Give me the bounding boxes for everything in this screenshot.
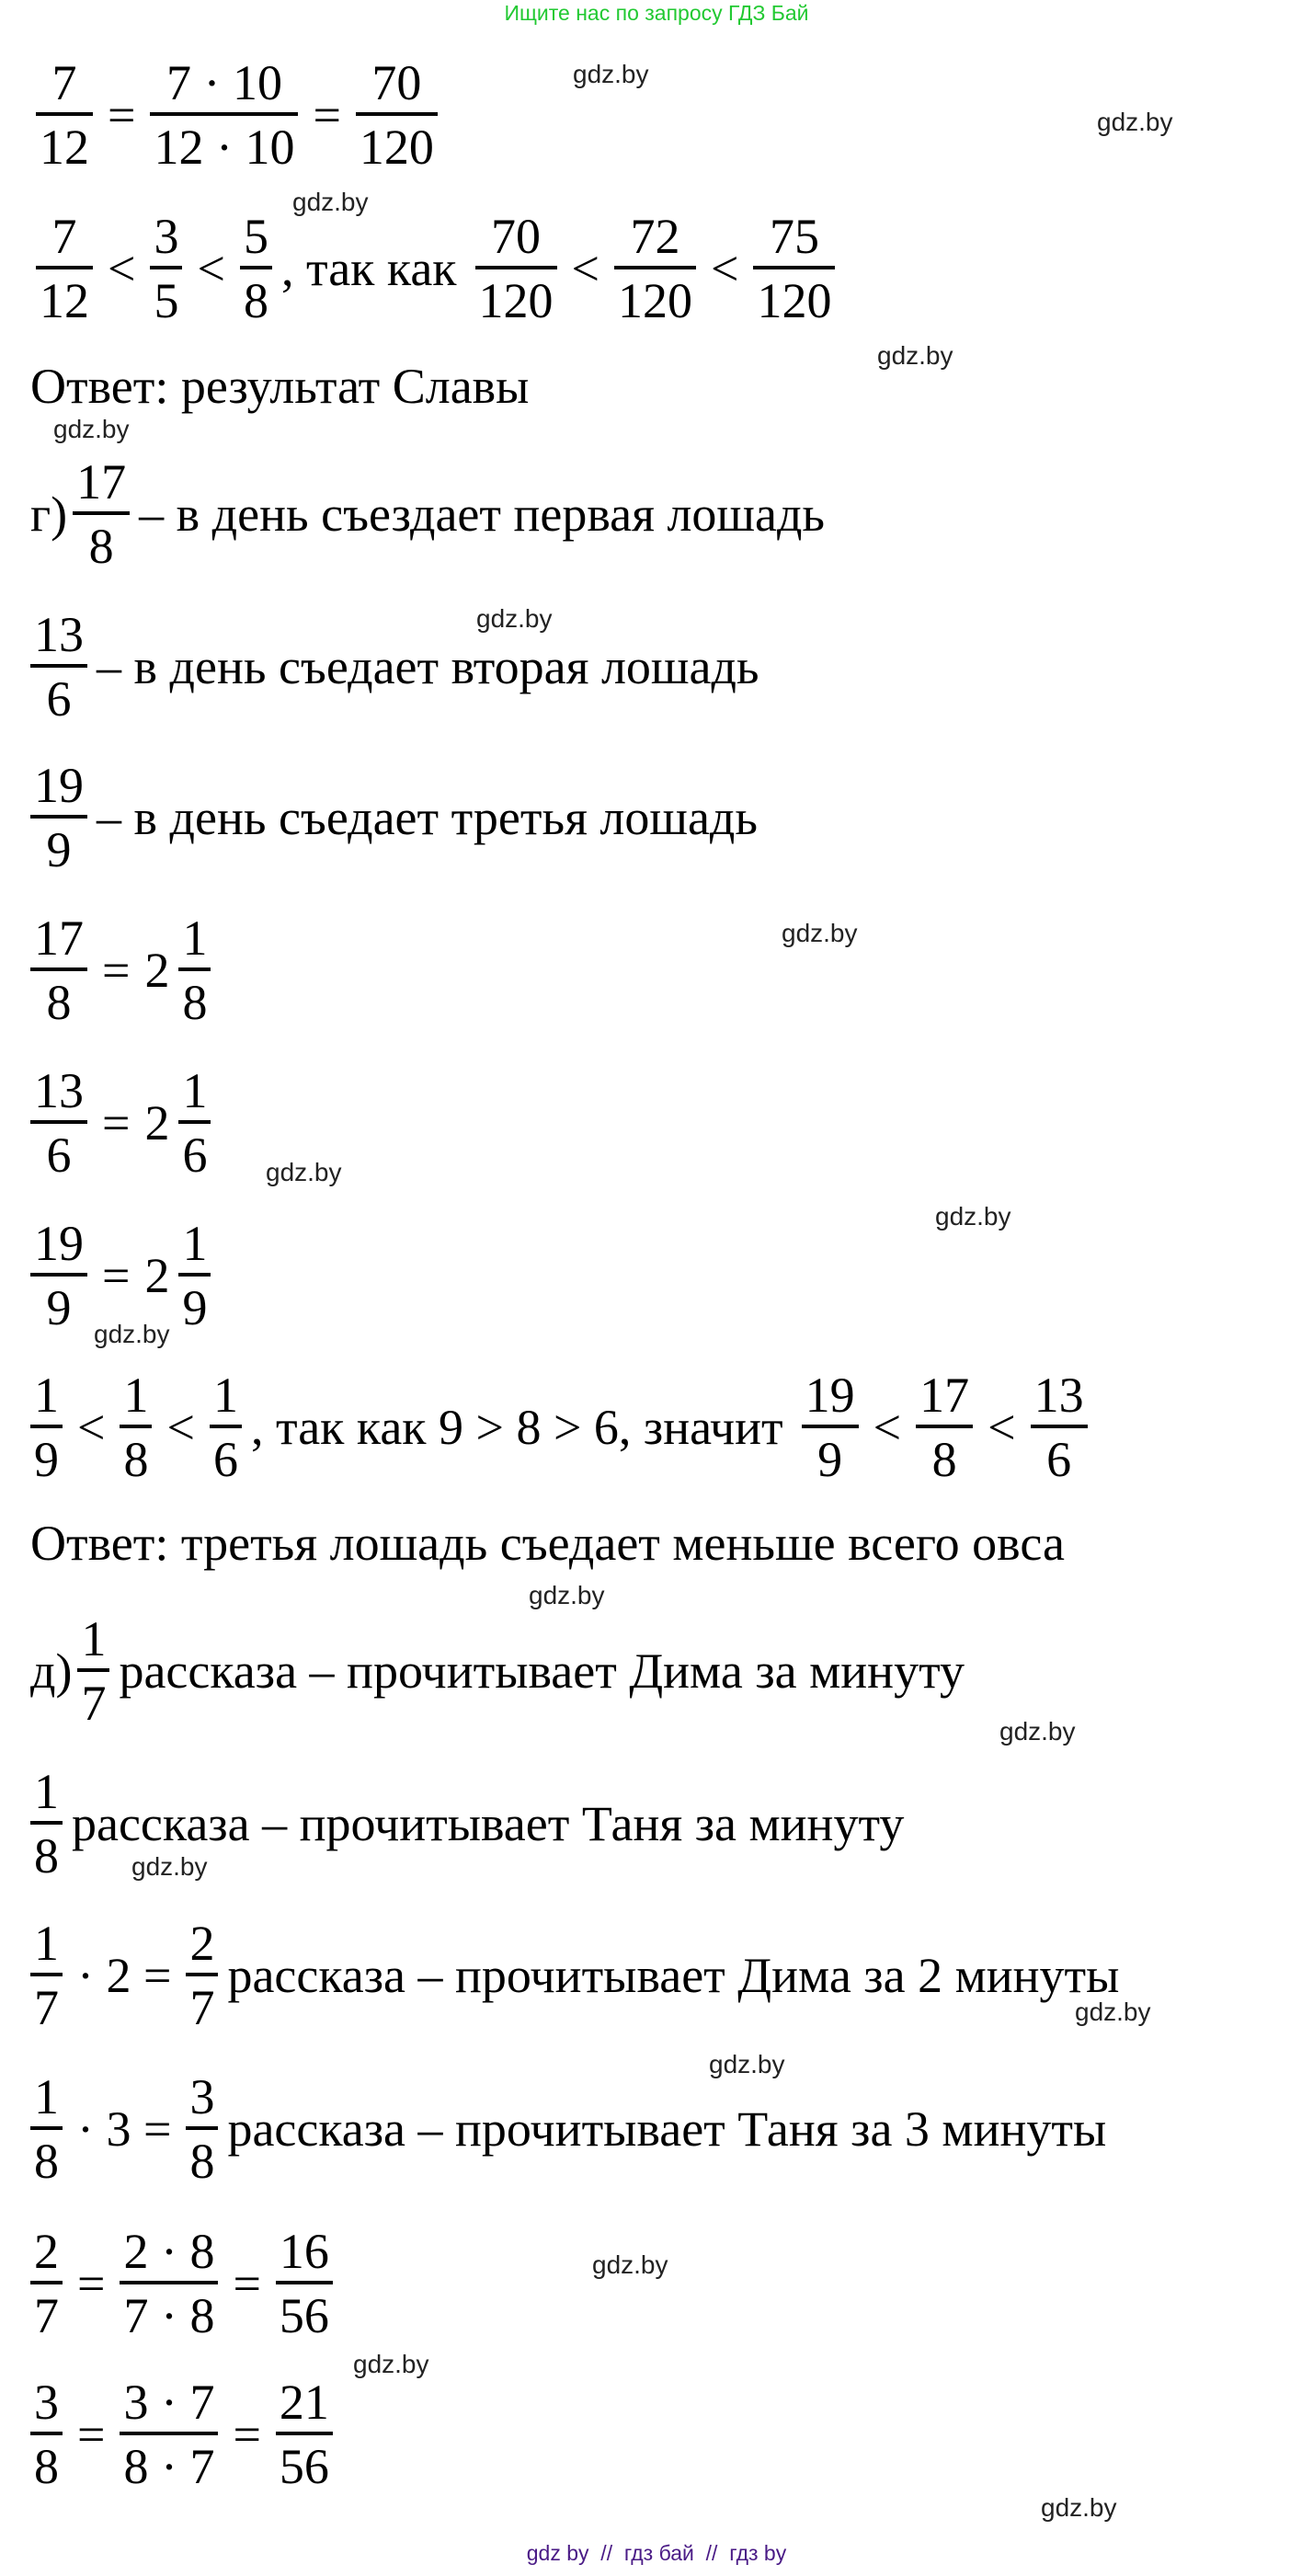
denominator: 8 bbox=[182, 975, 208, 1030]
fraction bbox=[120, 2376, 218, 2492]
fraction bbox=[178, 1065, 211, 1181]
fraction bbox=[150, 57, 298, 173]
multiply-expression: · 2 = bbox=[77, 1948, 172, 2003]
fraction-bar bbox=[30, 1821, 63, 1825]
denominator: 8 bbox=[46, 975, 72, 1030]
less-than-sign: < bbox=[873, 1400, 902, 1455]
equals-sign: = bbox=[77, 2407, 106, 2462]
multiply-row-2 bbox=[30, 2065, 1106, 2193]
denominator: 7 bbox=[34, 2288, 59, 2343]
multiply-row-1 bbox=[30, 1911, 1119, 2040]
fraction bbox=[30, 912, 87, 1028]
footer-links: gdz by // гдз бай // гдз by bbox=[526, 2541, 787, 2565]
fraction-bar bbox=[240, 266, 272, 269]
fraction-bar bbox=[30, 1973, 63, 1976]
denominator: 6 bbox=[1046, 1432, 1072, 1487]
explanation-text: , так как 9 > 8 > 6, значит bbox=[250, 1400, 783, 1455]
equals-sign: = bbox=[102, 943, 131, 998]
answer-text-2: Ответ: третья лошадь съедает меньше всего овса bbox=[30, 1516, 1065, 1571]
fraction-bar bbox=[1031, 1425, 1088, 1428]
fraction-bar bbox=[186, 2126, 218, 2130]
fraction bbox=[210, 1369, 242, 1485]
whole-part: 2 bbox=[144, 1095, 170, 1151]
equation-row-1 bbox=[30, 51, 443, 179]
numerator: 1 bbox=[81, 1611, 107, 1666]
fraction bbox=[614, 211, 696, 326]
fraction bbox=[178, 912, 211, 1028]
statement-text: рассказа – прочитывает Дима за минуту bbox=[119, 1643, 965, 1699]
watermark: gdz.by bbox=[529, 1581, 605, 1609]
denominator: 12 bbox=[40, 273, 89, 328]
fraction bbox=[30, 2071, 63, 2187]
fraction-bar bbox=[614, 266, 696, 269]
denominator: 7 bbox=[81, 1676, 107, 1731]
numerator: 21 bbox=[279, 2375, 329, 2430]
fraction bbox=[802, 1369, 859, 1485]
fraction-bar bbox=[36, 112, 93, 116]
watermark: gdz.by bbox=[877, 341, 953, 370]
denominator: 8 bbox=[931, 1432, 957, 1487]
fraction-bar bbox=[30, 1273, 87, 1277]
denominator: 12 · 10 bbox=[154, 120, 295, 175]
fraction-bar bbox=[210, 1425, 242, 1428]
comparison-row-2 bbox=[30, 1363, 1093, 1492]
denominator: 9 bbox=[817, 1432, 843, 1487]
denominator: 12 bbox=[40, 120, 89, 175]
less-than-sign: < bbox=[166, 1400, 195, 1455]
numerator: 17 bbox=[76, 454, 127, 509]
fraction bbox=[120, 2226, 218, 2341]
watermark: gdz.by bbox=[1097, 108, 1173, 136]
denominator: 8 bbox=[34, 2134, 59, 2189]
equals-sign: = bbox=[102, 1248, 131, 1303]
denominator: 8 bbox=[34, 2439, 59, 2494]
fraction bbox=[30, 2376, 63, 2492]
numerator: 1 bbox=[34, 2069, 59, 2124]
watermark: gdz.by bbox=[94, 1320, 170, 1348]
fraction-bar bbox=[36, 266, 93, 269]
numerator: 13 bbox=[34, 607, 84, 662]
part-label: д) bbox=[30, 1643, 73, 1699]
numerator: 3 bbox=[154, 209, 179, 264]
fraction-bar bbox=[802, 1425, 859, 1428]
fraction bbox=[240, 211, 272, 326]
fraction-bar bbox=[30, 815, 87, 819]
numerator: 1 bbox=[182, 910, 208, 966]
numerator: 13 bbox=[34, 1063, 84, 1118]
numerator: 7 bbox=[51, 209, 77, 264]
fraction bbox=[1031, 1369, 1088, 1485]
fraction bbox=[30, 1065, 87, 1181]
numerator: 16 bbox=[279, 2224, 329, 2279]
part-g-row-1 bbox=[30, 450, 825, 578]
numerator: 5 bbox=[243, 209, 268, 264]
watermark: gdz.by bbox=[592, 2250, 668, 2279]
fraction-bar bbox=[120, 1425, 152, 1428]
fraction bbox=[276, 2376, 333, 2492]
less-than-sign: < bbox=[711, 241, 739, 296]
fraction-bar bbox=[30, 664, 87, 668]
denominator: 9 bbox=[182, 1280, 208, 1335]
part-g-row-2 bbox=[30, 602, 759, 731]
less-than-sign: < bbox=[108, 241, 136, 296]
denominator: 8 bbox=[34, 1828, 59, 1883]
watermark: gdz.by bbox=[353, 2350, 429, 2378]
fraction bbox=[356, 57, 438, 173]
fraction-bar bbox=[276, 2281, 333, 2284]
fraction bbox=[30, 760, 87, 876]
numerator: 7 · 10 bbox=[166, 55, 282, 110]
denominator: 8 bbox=[189, 2134, 215, 2189]
less-than-sign: < bbox=[988, 1400, 1016, 1455]
fraction-bar bbox=[475, 266, 557, 269]
denominator: 6 bbox=[212, 1432, 238, 1487]
fraction bbox=[916, 1369, 973, 1485]
fraction bbox=[30, 2226, 63, 2341]
numerator: 1 bbox=[34, 1368, 59, 1423]
statement-text: рассказа – прочитывает Таня за минуту bbox=[72, 1796, 905, 1851]
numerator: 1 bbox=[182, 1216, 208, 1271]
common-denominator-row-2 bbox=[30, 2370, 338, 2499]
fraction-bar bbox=[73, 511, 130, 515]
numerator: 1 bbox=[212, 1368, 238, 1423]
numerator: 17 bbox=[34, 910, 84, 966]
mixed-number-row-1 bbox=[30, 906, 216, 1035]
numerator: 72 bbox=[630, 209, 680, 264]
equals-sign: = bbox=[233, 2256, 261, 2311]
search-banner: Ищите нас по запросу ГДЗ Бай bbox=[504, 1, 809, 25]
numerator: 70 bbox=[371, 55, 422, 110]
statement-text: – в день съездает первая лошадь bbox=[139, 487, 826, 542]
fraction bbox=[150, 211, 182, 326]
denominator: 6 bbox=[46, 1128, 72, 1183]
numerator: 1 bbox=[34, 1764, 59, 1819]
statement-text: – в день съедает вторая лошадь bbox=[97, 639, 759, 694]
explanation-text: , так как bbox=[280, 241, 457, 296]
numerator: 7 bbox=[51, 55, 77, 110]
numerator: 13 bbox=[1033, 1368, 1084, 1423]
watermark: gdz.by bbox=[53, 415, 130, 443]
fraction bbox=[30, 1369, 63, 1485]
equals-sign: = bbox=[108, 87, 136, 143]
watermark: gdz.by bbox=[999, 1717, 1076, 1746]
numerator: 1 bbox=[182, 1063, 208, 1118]
fraction bbox=[30, 1766, 63, 1882]
whole-part: 2 bbox=[144, 943, 170, 998]
watermark: gdz.by bbox=[709, 2050, 785, 2078]
equals-sign: = bbox=[233, 2407, 261, 2462]
denominator: 120 bbox=[359, 120, 434, 175]
statement-text: рассказа – прочитывает Таня за 3 минуты bbox=[227, 2101, 1107, 2157]
fraction-bar bbox=[30, 2126, 63, 2130]
fraction bbox=[36, 211, 93, 326]
fraction bbox=[36, 57, 93, 173]
denominator: 8 bbox=[243, 273, 268, 328]
fraction-bar bbox=[916, 1425, 973, 1428]
less-than-sign: < bbox=[571, 241, 599, 296]
numerator: 2 · 8 bbox=[123, 2224, 215, 2279]
part-label: г) bbox=[30, 487, 68, 542]
denominator: 5 bbox=[154, 273, 179, 328]
denominator: 9 bbox=[46, 822, 72, 877]
numerator: 75 bbox=[769, 209, 819, 264]
fraction bbox=[186, 2071, 218, 2187]
denominator: 7 bbox=[34, 1980, 59, 2035]
fraction-bar bbox=[753, 266, 835, 269]
numerator: 2 bbox=[189, 1916, 215, 1971]
numerator: 1 bbox=[34, 1916, 59, 1971]
fraction-bar bbox=[30, 1425, 63, 1428]
watermark: gdz.by bbox=[1041, 2493, 1117, 2522]
denominator: 9 bbox=[34, 1432, 59, 1487]
fraction-bar bbox=[77, 1668, 109, 1672]
numerator: 3 bbox=[34, 2375, 59, 2430]
comparison-row-1 bbox=[30, 204, 840, 333]
denominator: 7 bbox=[189, 1980, 215, 2035]
numerator: 3 bbox=[189, 2069, 215, 2124]
denominator: 8 bbox=[123, 1432, 149, 1487]
fraction bbox=[276, 2226, 333, 2341]
fraction-bar bbox=[178, 1273, 211, 1277]
denominator: 56 bbox=[279, 2439, 329, 2494]
fraction-bar bbox=[30, 1120, 87, 1124]
watermark: gdz.by bbox=[782, 919, 858, 947]
fraction-bar bbox=[186, 1973, 218, 1976]
fraction-bar bbox=[120, 2281, 218, 2284]
fraction bbox=[120, 1369, 152, 1485]
numerator: 17 bbox=[919, 1368, 970, 1423]
less-than-sign: < bbox=[197, 241, 225, 296]
denominator: 120 bbox=[618, 273, 692, 328]
denominator: 120 bbox=[757, 273, 832, 328]
fraction bbox=[753, 211, 835, 326]
watermark: gdz.by bbox=[573, 60, 649, 88]
fraction bbox=[186, 1918, 218, 2033]
numerator: 70 bbox=[491, 209, 542, 264]
mixed-number-row-2 bbox=[30, 1059, 216, 1187]
fraction bbox=[73, 456, 130, 572]
watermark: gdz.by bbox=[131, 1852, 208, 1881]
numerator: 2 bbox=[34, 2224, 59, 2279]
fraction bbox=[30, 1918, 63, 2033]
equals-sign: = bbox=[313, 87, 341, 143]
numerator: 1 bbox=[123, 1368, 149, 1423]
common-denominator-row-1 bbox=[30, 2219, 338, 2348]
denominator: 6 bbox=[46, 671, 72, 727]
fraction bbox=[475, 211, 557, 326]
numerator: 19 bbox=[34, 758, 84, 813]
multiply-expression: · 3 = bbox=[77, 2101, 172, 2157]
denominator: 120 bbox=[478, 273, 554, 328]
denominator: 7 · 8 bbox=[123, 2288, 215, 2343]
part-d-row-1 bbox=[30, 1607, 965, 1735]
denominator: 6 bbox=[182, 1128, 208, 1183]
answer-text-1: Ответ: результат Славы bbox=[30, 359, 530, 414]
fraction-bar bbox=[178, 1120, 211, 1124]
fraction-bar bbox=[120, 2432, 218, 2435]
statement-text: – в день съедает третья лошадь bbox=[97, 790, 759, 845]
statement-text: рассказа – прочитывает Дима за 2 минуты bbox=[227, 1948, 1120, 2003]
watermark: gdz.by bbox=[1075, 1998, 1151, 2026]
fraction bbox=[178, 1218, 211, 1334]
numerator: 3 · 7 bbox=[123, 2375, 215, 2430]
numerator: 19 bbox=[34, 1216, 84, 1271]
fraction-bar bbox=[30, 2281, 63, 2284]
fraction bbox=[77, 1613, 109, 1729]
whole-part: 2 bbox=[144, 1248, 170, 1303]
equals-sign: = bbox=[77, 2256, 106, 2311]
fraction-bar bbox=[30, 967, 87, 971]
fraction bbox=[30, 1218, 87, 1334]
watermark: gdz.by bbox=[476, 604, 553, 633]
denominator: 9 bbox=[46, 1280, 72, 1335]
fraction bbox=[30, 609, 87, 725]
fraction-bar bbox=[150, 266, 182, 269]
denominator: 8 · 7 bbox=[123, 2439, 215, 2494]
fraction-bar bbox=[150, 112, 298, 116]
watermark: gdz.by bbox=[266, 1158, 342, 1186]
denominator: 56 bbox=[279, 2288, 329, 2343]
less-than-sign: < bbox=[77, 1400, 106, 1455]
equals-sign: = bbox=[102, 1095, 131, 1151]
watermark: gdz.by bbox=[935, 1202, 1011, 1231]
fraction-bar bbox=[276, 2432, 333, 2435]
numerator: 19 bbox=[805, 1368, 855, 1423]
watermark: gdz.by bbox=[292, 188, 369, 216]
fraction-bar bbox=[356, 112, 438, 116]
denominator: 8 bbox=[88, 519, 114, 574]
fraction-bar bbox=[178, 967, 211, 971]
fraction-bar bbox=[30, 2432, 63, 2435]
part-g-row-3 bbox=[30, 753, 758, 882]
